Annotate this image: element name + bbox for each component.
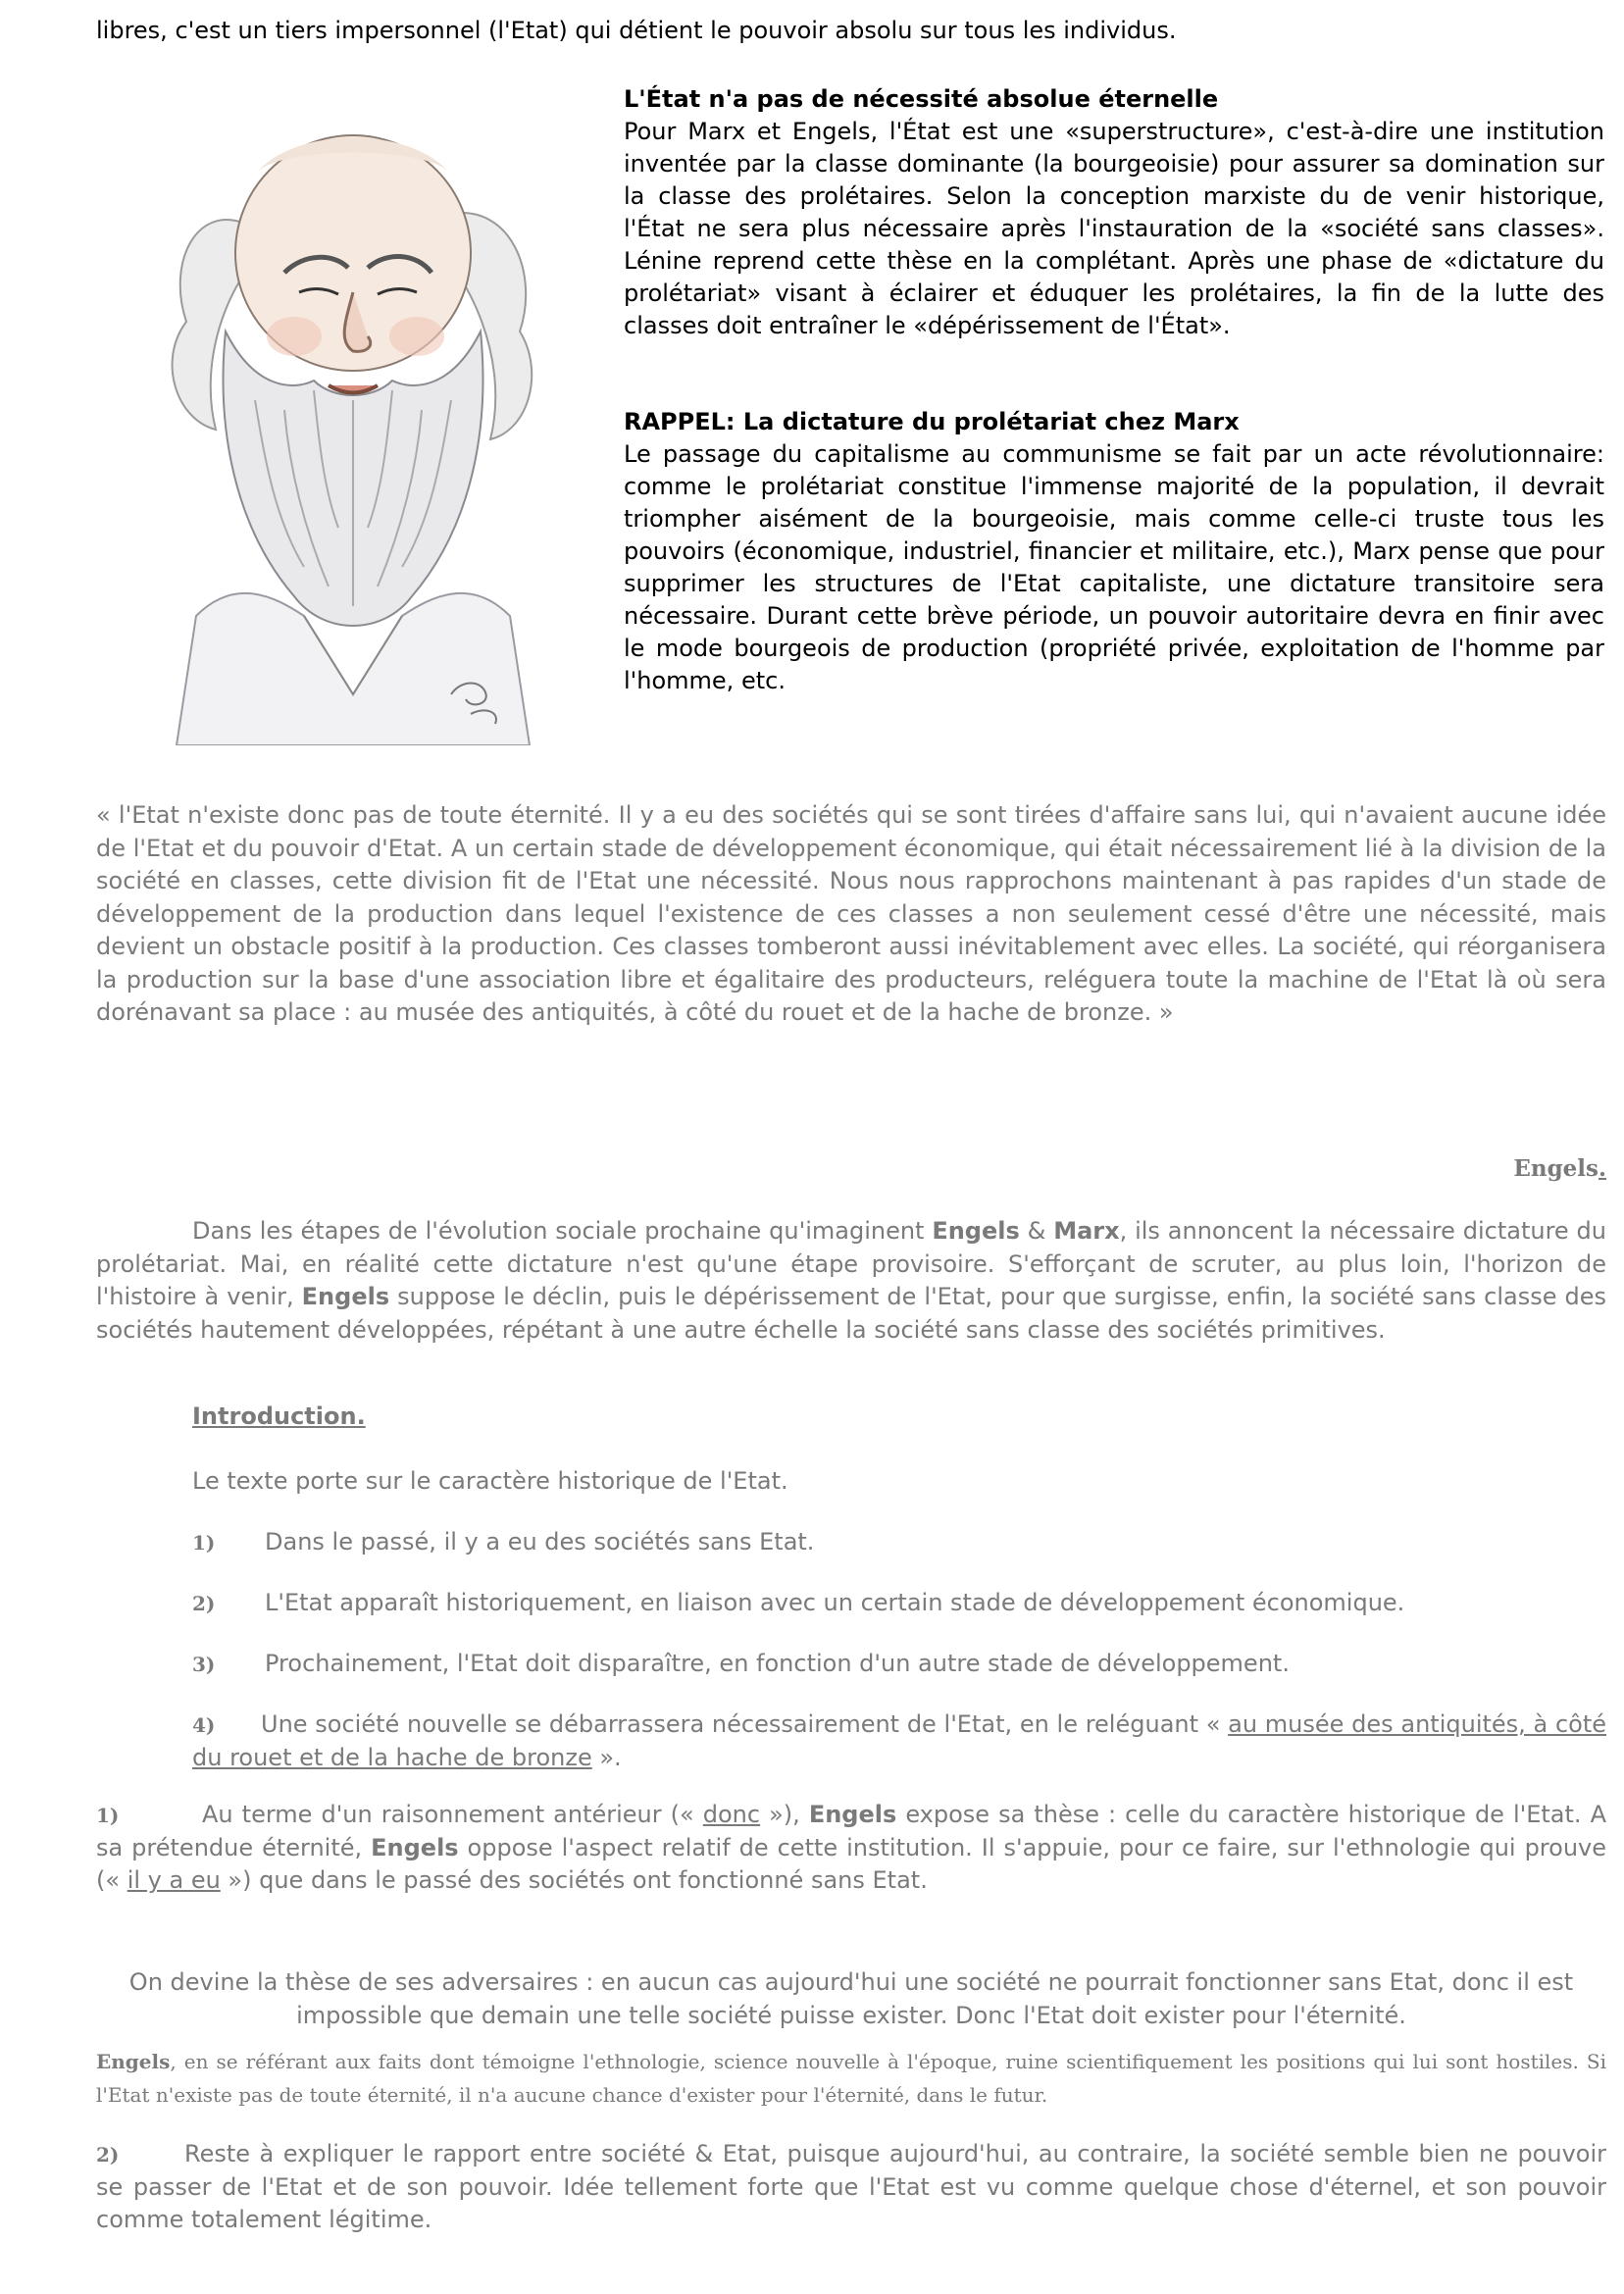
marx-caricature bbox=[157, 106, 549, 745]
intro-list-item bbox=[192, 1526, 814, 1559]
text-span: Dans les étapes de l'évolution sociale prochaine qu'imaginent bbox=[192, 1217, 933, 1245]
bold-name: Marx bbox=[1053, 1217, 1120, 1245]
section-state-not-eternal bbox=[624, 83, 1604, 342]
bold-name: Engels bbox=[96, 2050, 171, 2073]
intro-list-item bbox=[192, 1708, 1606, 1774]
underlined-word: donc bbox=[702, 1801, 761, 1828]
text-span: »), bbox=[760, 1801, 809, 1828]
item-number: 3) bbox=[192, 1653, 216, 1676]
engels-quote: « l'Etat n'existe donc pas de toute éternité. Il y a eu des sociétés qui se sont tirées d'affaire sans lui, qui n'avaient aucune idée de l'Etat et du pouvoir d'Etat. A un certain stade de développement économique, qui était nécessairement lié à la division de la société en classes, cette division fit de l'Etat une nécessité. Nous nous rapprochons maintenant à pas rapides d'un stade de développement de la production dans lequel l'existence de ces classes a non seulement cessé d'être une nécessité, mais devient un obstacle positif à la production. Ces classes tomberont aussi inévitablement avec elles. La société, qui réorganisera la production sur la base d'une association libre et égalitaire des producteurs, reléguera toute la machine de l'Etat là où sera dorénavant sa place : au musée des antiquités, à côté du rouet et de la hache de bronze. » bbox=[96, 801, 1606, 1026]
top-line: libres, c'est un tiers impersonnel (l'Etat) qui détient le pouvoir absolu sur tous les individus. bbox=[96, 17, 1177, 44]
intro-list-item bbox=[192, 1587, 1404, 1620]
text-span: expose sa thèse : celle du caractère historique de l'Etat. A sa prétendue éternité, bbox=[96, 1801, 1607, 1861]
quote-attribution bbox=[1513, 1155, 1606, 1182]
section-dictatorship-reminder bbox=[624, 406, 1604, 697]
item-text: Une société nouvelle se débarrassera nécessairement de l'Etat, en le reléguant « bbox=[261, 1710, 1229, 1738]
ethnology-paragraph bbox=[96, 2045, 1606, 2112]
point-two bbox=[96, 2138, 1606, 2236]
quote-author-dot: . bbox=[1598, 1155, 1606, 1182]
item-text: Dans le passé, il y a eu des sociétés sans Etat. bbox=[265, 1528, 815, 1555]
adversaries-thesis: On devine la thèse de ses adversaires : en aucun cas aujourd'hui une société ne pourrait fonctionner sans Etat, donc il est impossible que demain une telle société puisse exister. Donc l'Etat doit exister pour l'éternité. bbox=[128, 1968, 1574, 2029]
item-number: 1) bbox=[192, 1531, 216, 1555]
section-state-not-eternal-title: L'État n'a pas de nécessité absolue éternelle bbox=[624, 85, 1219, 113]
text-span: Reste à expliquer le rapport entre société & Etat, puisque aujourd'hui, au contraire, la société semble bien ne pouvoir se passer de l'Etat et de son pouvoir. Idée tellement forte que l'Etat est vu comme quelque chose d'éternel, et son pouvoir comme totalement légitime. bbox=[96, 2140, 1606, 2233]
underlined-word: il y a eu bbox=[127, 1866, 221, 1894]
text-span: ») que dans le passé des sociétés ont fonctionné sans Etat. bbox=[220, 1866, 928, 1894]
quote-author: Engels bbox=[1513, 1155, 1599, 1182]
section-dictatorship-reminder-title: RAPPEL: La dictature du prolétariat chez Marx bbox=[624, 408, 1240, 435]
introduction-heading: Introduction. bbox=[192, 1402, 366, 1430]
text-span: Au terme d'un raisonnement antérieur (« bbox=[202, 1801, 703, 1828]
point-number: 2) bbox=[96, 2143, 120, 2167]
bold-name: Engels bbox=[808, 1801, 897, 1828]
text-span: suppose le déclin, puis le dépérissement de l'Etat, pour que surgisse, enfin, la société sans classe des sociétés hautement développées, répétant à une autre échelle la société sans classe des sociétés primitives. bbox=[96, 1283, 1606, 1344]
text-span: & bbox=[1019, 1217, 1054, 1245]
intro-list-item bbox=[192, 1648, 1290, 1681]
section-state-not-eternal-body: Pour Marx et Engels, l'État est une «superstructure», c'est-à-dire une institution inventée par la classe dominante (la bourgeoisie) pour assurer sa domination sur la classe des prolétaires. Selon la conception marxiste du de venir historique, l'État ne sera plus nécessaire après l'instauration de la «société sans classes». Lénine reprend cette thèse en la complétant. Après une phase de «dictature du prolétariat» visant à éclairer et éduquer les prolétaires, la fin de la lutte des classes doit entraîner le «dépérissement de l'État». bbox=[624, 118, 1604, 339]
bold-name: Engels bbox=[932, 1217, 1020, 1245]
commentary-paragraph bbox=[96, 1215, 1606, 1347]
underlined-quote: au musée des antiquités, à côté du rouet et de la hache de bronze bbox=[192, 1710, 1606, 1771]
item-number: 4) bbox=[192, 1713, 216, 1737]
text-span: , ils annoncent la nécessaire dictature du prolétariat. Mai, en réalité cette dictature n'est qu'une étape provisoire. S'efforçant de scruter, au plus loin, l'horizon de l'histoire à venir, bbox=[96, 1217, 1606, 1310]
section-dictatorship-reminder-body: Le passage du capitalisme au communisme se fait par un acte révolutionnaire: comme le prolétariat constitue l'immense majorité de la population, il devrait triompher aisément de la bourgeoisie, mais comme celle-ci truste tous les pouvoirs (économique, industriel, financier et militaire, etc.), Marx pense que pour supprimer les structures de l'Etat capitaliste, une dictature transitoire sera nécessaire. Durant cette brève période, un pouvoir autoritaire devra en finir avec le mode bourgeois de production (propriété privée, exploitation de l'homme par l'homme, etc. bbox=[624, 440, 1604, 694]
bold-name: Engels bbox=[301, 1283, 390, 1310]
introduction-text: Le texte porte sur le caractère historique de l'Etat. bbox=[192, 1467, 788, 1495]
point-one bbox=[96, 1799, 1606, 1897]
bold-name: Engels bbox=[371, 1834, 459, 1861]
item-text: Prochainement, l'Etat doit disparaître, en fonction d'un autre stade de développement. bbox=[265, 1650, 1290, 1677]
marx-caricature-drawing bbox=[157, 106, 549, 745]
item-text: L'Etat apparaît historiquement, en liaison avec un certain stade de développement économique. bbox=[265, 1589, 1405, 1616]
text-span: oppose l'aspect relatif de cette institution. Il s'appuie, pour ce faire, sur l'ethnologie qui prouve (« bbox=[96, 1834, 1607, 1894]
point-number: 1) bbox=[96, 1804, 120, 1827]
item-number: 2) bbox=[192, 1592, 216, 1615]
item-text: ». bbox=[591, 1744, 622, 1771]
text-span: , en se référant aux faits dont témoigne l'ethnologie, science nouvelle à l'époque, ruine scientifiquement les positions qui lui sont hostiles. Si l'Etat n'existe pas de toute éternité, il n'a aucune chance d'exister pour l'éternité, dans le futur. bbox=[96, 2050, 1606, 2107]
